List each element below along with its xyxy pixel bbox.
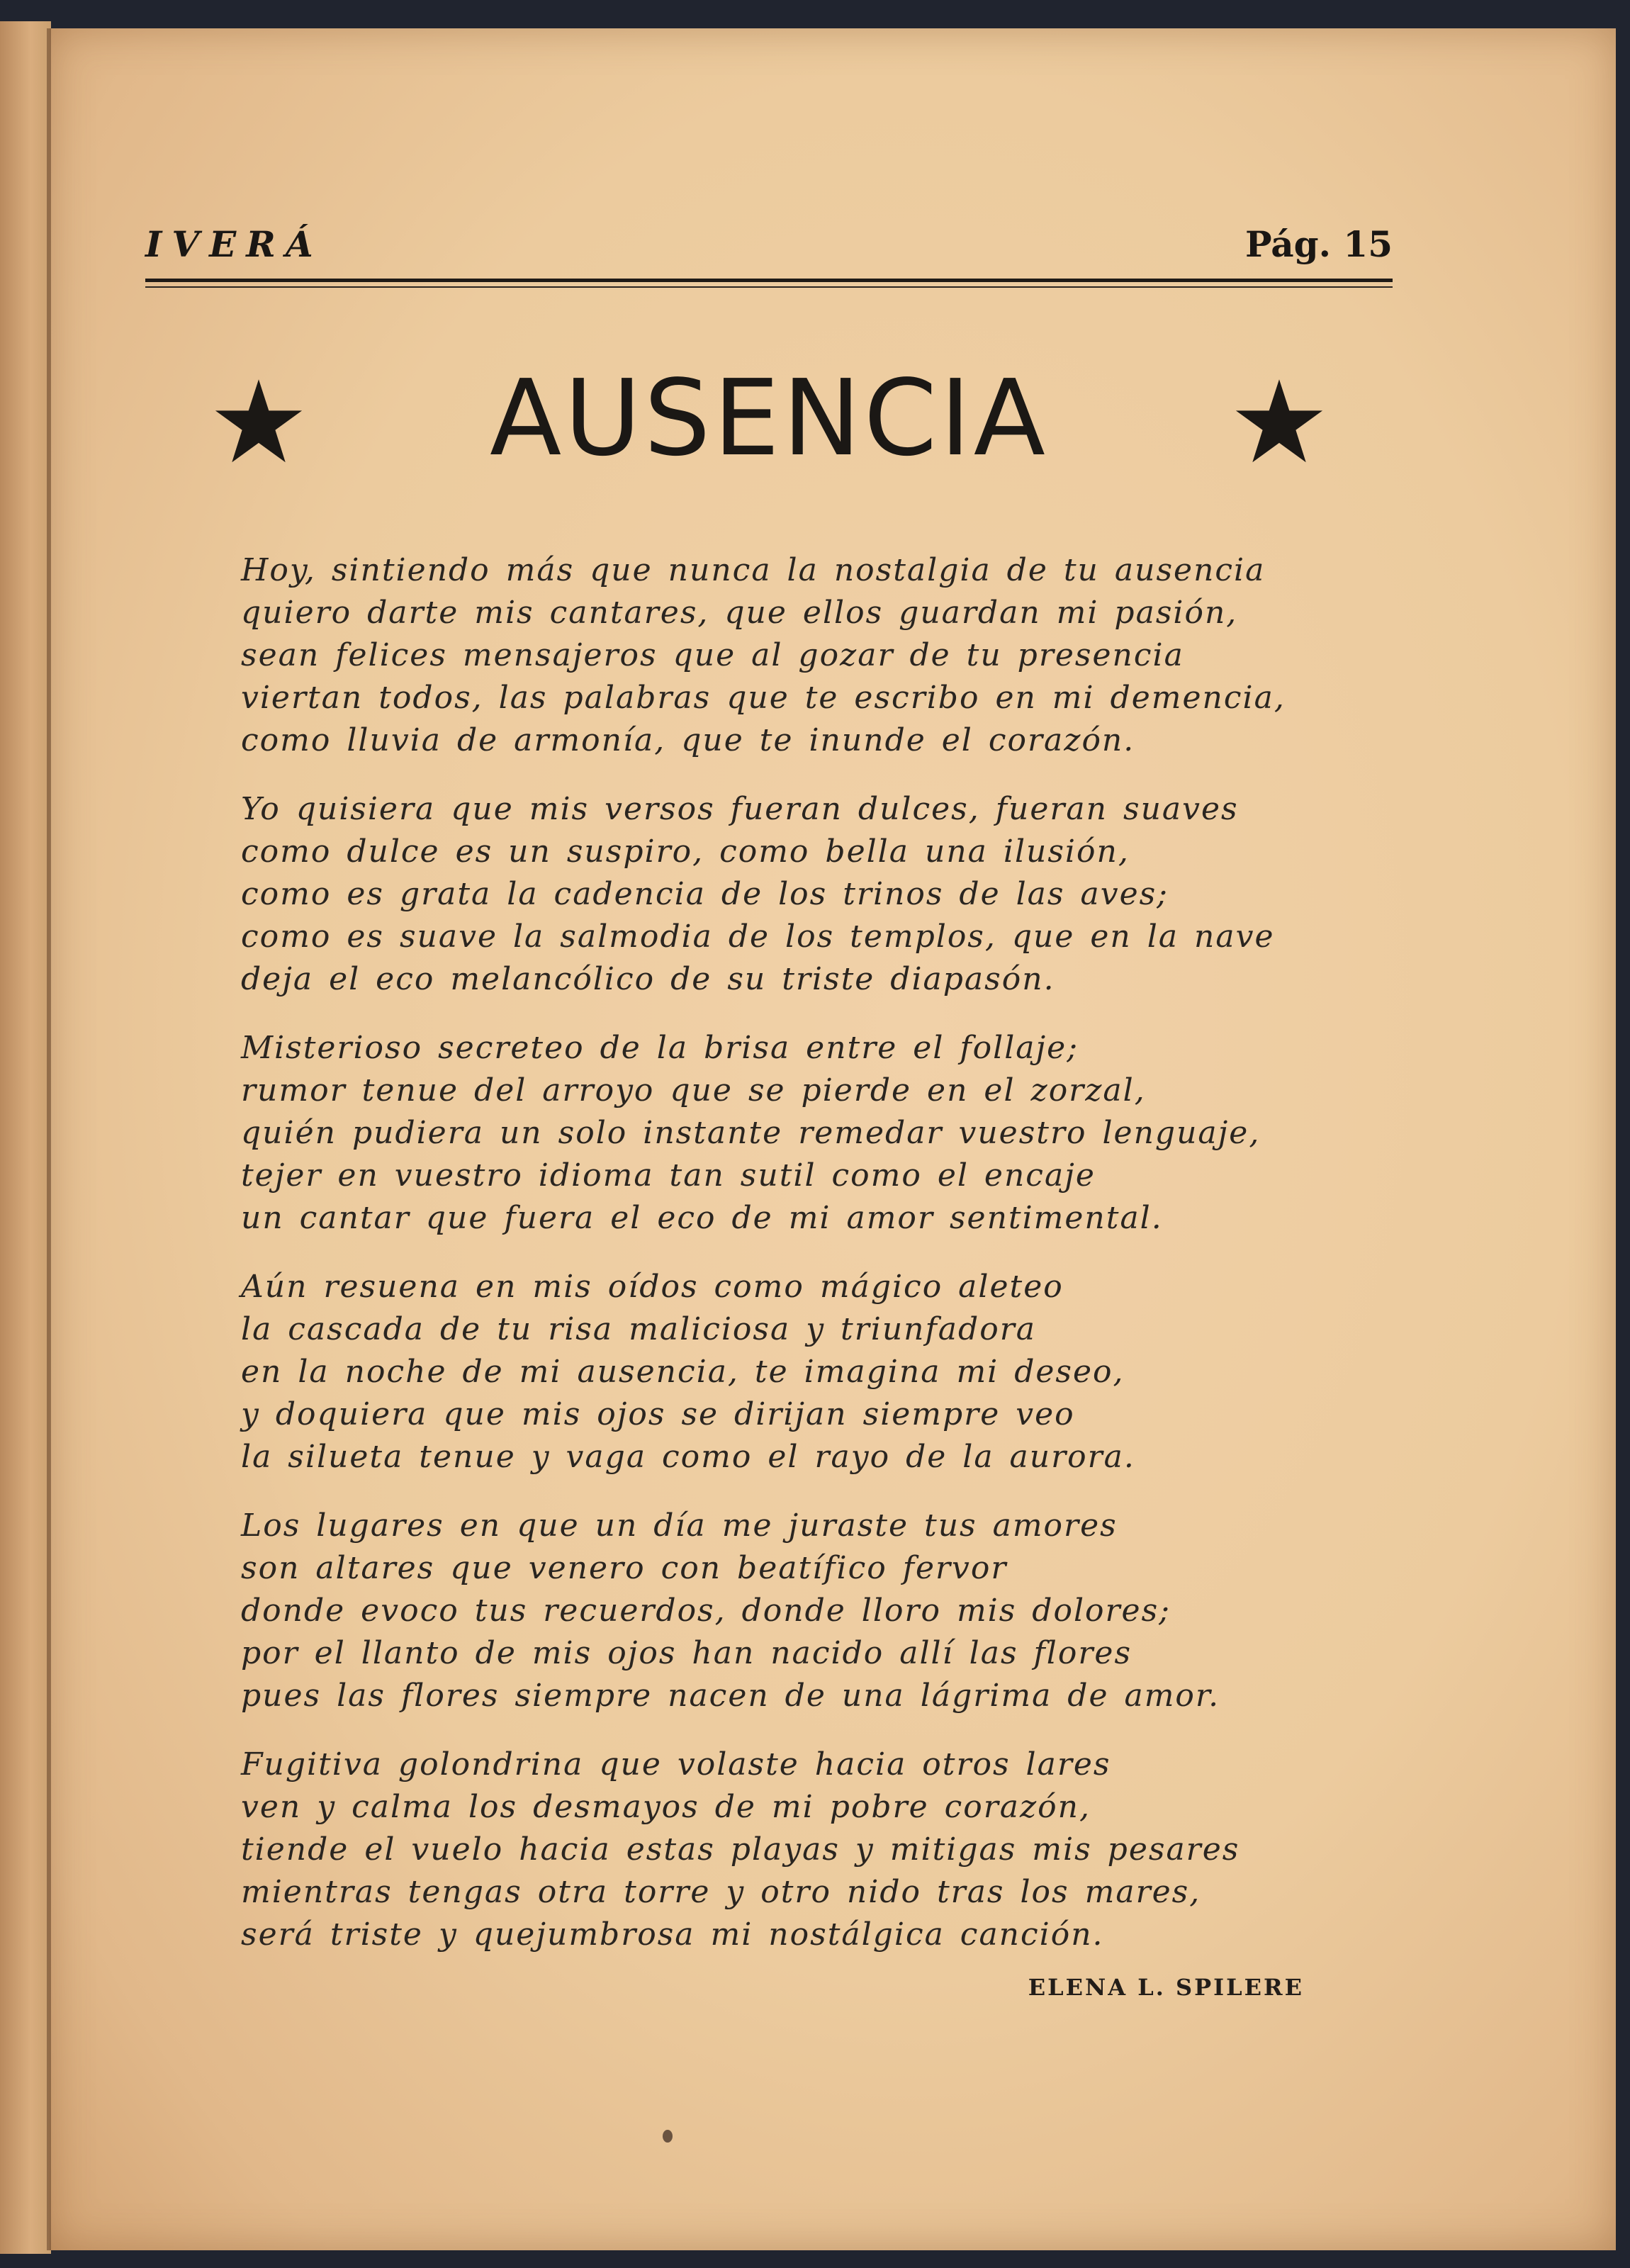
poem-line: quién pudiera un solo instante remedar vuestro lenguaje, [241, 1115, 1261, 1151]
magazine-name: IVERÁ [145, 223, 323, 265]
title-row [145, 354, 1393, 482]
stanza [241, 1266, 1347, 1478]
poem-line: como lluvia de armonía, que te inunde el corazón. [241, 722, 1135, 758]
poem-line: mientras tengas otra torre y otro nido tras los mares, [241, 1874, 1201, 1910]
poem-line: tiende el vuelo hacia estas playas y mitigas mis pesares [241, 1831, 1240, 1868]
poem-line: y doquiera que mis ojos se dirijan siempre veo [241, 1396, 1075, 1432]
poem-line: como es suave la salmodia de los templos, que en la nave [241, 919, 1275, 955]
star-icon [1233, 376, 1325, 468]
poem-line: sean felices mensajeros que al gozar de tu presencia [241, 637, 1184, 673]
paper-speck [663, 2130, 673, 2143]
poem-line: deja el eco melancólico de su triste diapasón. [241, 961, 1055, 997]
poem-line: será triste y quejumbrosa mi nostálgica canción. [241, 1916, 1104, 1953]
poem-line: son altares que venero con beatífico fervor [241, 1550, 1008, 1586]
poem-line: un cantar que fuera el eco de mi amor sentimental. [241, 1200, 1163, 1236]
poem-line: Misterioso secreteo de la brisa entre el follaje; [241, 1030, 1079, 1066]
stanza [241, 788, 1347, 1001]
poem-line: donde evoco tus recuerdos, donde lloro mis dolores; [241, 1593, 1171, 1629]
poem-body [241, 549, 1347, 1982]
stanza [241, 1744, 1347, 1956]
poem-line: quiero darte mis cantares, que ellos guardan mi pasión, [241, 595, 1238, 631]
running-header [145, 223, 1393, 273]
poem-line: en la noche de mi ausencia, te imagina mi deseo, [241, 1354, 1125, 1390]
poem-line: Aún resuena en mis oídos como mágico aleteo [241, 1269, 1064, 1305]
header-rule-thick [145, 279, 1393, 282]
poem-line: como es grata la cadencia de los trinos de las aves; [241, 876, 1169, 912]
poem-line: por el llanto de mis ojos han nacido allí las flores [241, 1635, 1132, 1671]
poem-line: tejer en vuestro idioma tan sutil como el encaje [241, 1157, 1096, 1194]
page-number: Pág. 15 [1244, 223, 1393, 265]
poem-line: Hoy, sintiendo más que nunca la nostalgia de tu ausencia [241, 552, 1266, 588]
stanza [241, 1027, 1347, 1240]
poem-line: Yo quisiera que mis versos fueran dulces, fueran suaves [241, 791, 1239, 827]
poem-line: Los lugares en que un día me juraste tus amores [241, 1508, 1118, 1544]
poem-line: rumor tenue del arroyo que se pierde en el zorzal, [241, 1072, 1146, 1108]
author-signature: ELENA L. SPILERE [1028, 1974, 1304, 2001]
poem-line: la cascada de tu risa maliciosa y triunfadora [241, 1311, 1036, 1347]
stanza [241, 1505, 1347, 1717]
poem-title: AUSENCIA [490, 357, 1048, 479]
header-rule-thin [145, 286, 1393, 288]
poem-line: Fugitiva golondrina que volaste hacia otros lares [241, 1746, 1111, 1783]
stanza [241, 549, 1347, 762]
poem-line: como dulce es un suspiro, como bella una ilusión, [241, 833, 1130, 870]
page-binding [47, 28, 51, 2250]
poem-line: viertan todos, las palabras que te escribo en mi demencia, [241, 680, 1286, 716]
poem-line: pues las flores siempre nacen de una lágrima de amor. [241, 1678, 1220, 1714]
previous-page-edge [0, 21, 51, 2254]
poem-line: ven y calma los desmayos de mi pobre corazón, [241, 1789, 1091, 1825]
poem-line: la silueta tenue y vaga como el rayo de la aurora. [241, 1439, 1135, 1475]
